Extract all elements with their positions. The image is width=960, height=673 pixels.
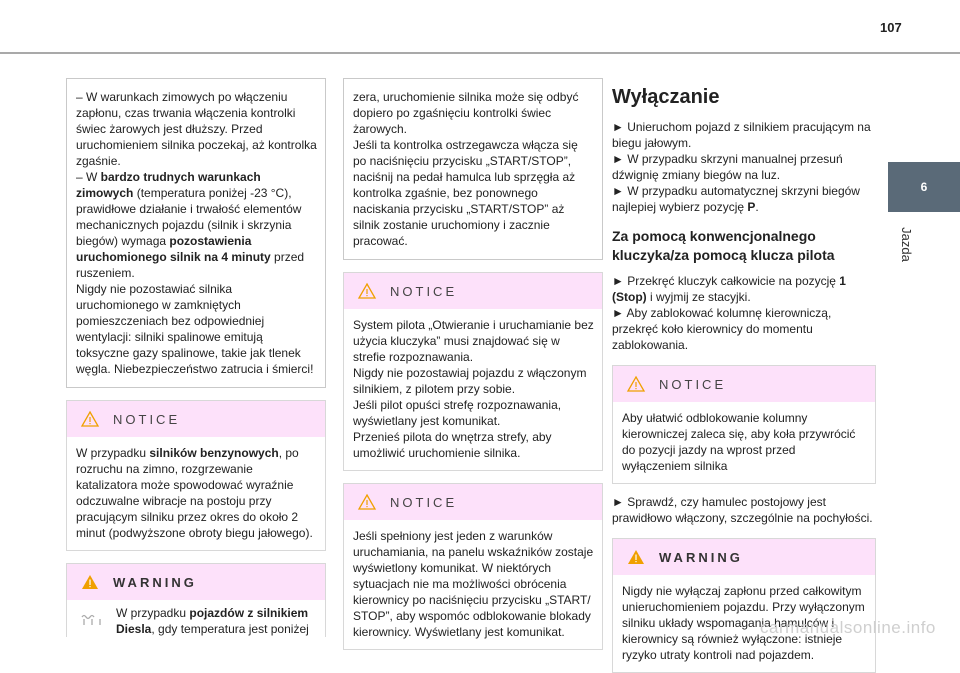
notice-line-3: Jeśli pilot opuści strefę rozpoznawania, wyświetlany jest komunikat.	[353, 398, 562, 428]
column-3	[612, 86, 876, 673]
continuation-box	[343, 78, 603, 260]
warning-box-ignition	[612, 538, 876, 673]
notice-text: W przypadku silników benzynowych, po rozruchu na zimno, rozgrzewanie katalizatora może spowodować wyraźnie odczuwalne wibracje na postoju przy pracującym silniku przez okres do około 2 minut (podwyższone obroty biegu jałowego).	[76, 446, 313, 540]
section-title: Wyłączanie	[612, 86, 720, 108]
notice-line-2: Nigdy nie pozostawiaj pojazdu z włączonym silnikiem, z pilotem przy sobie.	[353, 366, 587, 396]
warning-triangle-icon	[358, 283, 376, 299]
notice-box-remote	[343, 272, 603, 471]
intro-para-3: Nigdy nie pozostawiać silnika uruchomionego w zamkniętych pomieszczeniach bez odpowiedniej wentylacji: silniki spalinowe emitują toksyczne gazy spalinowe, takie jak tlenek węgla. Niebezpieczeństwo zatrucia i śmierci!	[76, 282, 314, 376]
step-2: ► W przypadku skrzyni manualnej przesuń dźwignię zmiany biegów na luz.	[612, 152, 843, 182]
notice-label: NOTICE	[659, 376, 727, 392]
notice-text: Jeśli spełniony jest jeden z warunków uruchamiania, na panelu wskaźników zostaje wyświetlony komunikat. W niektórych sytuacjach nie ma możliwości obrócenia kierownicy po naciśnięciu przycisku „START/ STOP”, aby wspomóc odblokowanie blokady kierownicy. Wyświetlany jest komunikat.	[353, 529, 594, 639]
chapter-label: Jazda	[898, 226, 914, 262]
glow-plug-icon	[80, 613, 104, 627]
header-rule	[0, 52, 960, 54]
cont-para-1: zera, uruchomienie silnika może się odbyć dopiero po zgaśnięciu kontrolki świec żarowych.	[353, 90, 579, 136]
warning-box	[66, 563, 326, 637]
warning-text: W przypadku pojazdów z silnikiem Diesla, gdy temperatura jest poniżej	[116, 606, 309, 636]
intro-para-1: – W warunkach zimowych po włączeniu zapłonu, czas trwania włączenia kontrolki świec żarowych jest dłuższy. Przed uruchomieniem silnika poczekaj, aż kontrolka zgaśnie.	[76, 90, 317, 168]
notice-box-conditions	[343, 483, 603, 650]
intro-para-2: – W bardzo trudnych warunkach zimowych (temperatura poniżej -23 °C), prawidłowe działanie i trwałość elementów mechanicznych pojazdu (silnik i skrzynia biegów) wymaga pozostawienia uruchomionego silnik na 4 minuty przed ruszeniem.	[76, 170, 305, 280]
page-number: 107	[880, 20, 902, 35]
step-1: ► Unieruchom pojazd z silnikiem pracującym na biegu jałowym.	[612, 120, 871, 150]
watermark: carmanualsonline.info	[760, 618, 936, 637]
warning-triangle-icon	[627, 376, 645, 392]
warning-triangle-icon	[358, 494, 376, 510]
notice-label: NOTICE	[390, 494, 458, 510]
warning-filled-icon	[81, 574, 99, 590]
notice-line-1: System pilota „Otwieranie i uruchamianie bez użycia kluczyka” musi znajdować się w strefie rozpoznawania.	[353, 318, 594, 364]
notice-line-4: Przenieś pilota do wnętrza strefy, aby umożliwić uruchomienie silnika.	[353, 430, 552, 460]
warning-label: WARNING	[113, 574, 197, 590]
warning-label: WARNING	[659, 549, 743, 565]
warning-triangle-icon	[81, 411, 99, 427]
column-2	[343, 78, 603, 650]
notice-box	[66, 400, 326, 551]
cont-para-2: Jeśli ta kontrolka ostrzegawcza włącza się po naciśnięciu przycisku „START/STOP”, naciśnij na pedał hamulca lub sprzęgła aż kontrolka zgaśnie, bez ponownego naciskania przycisku „START/STOP” aż silnik zostanie uruchomiony i zacznie pracować.	[353, 138, 578, 248]
notice-label: NOTICE	[390, 283, 458, 299]
subsection-title: Za pomocą konwencjonalnego kluczyka/za pomocą klucza pilota	[612, 228, 835, 263]
intro-box	[66, 78, 326, 388]
step-check: ► Sprawdź, czy hamulec postojowy jest prawidłowo włączony, szczególnie na pochyłości.	[612, 495, 873, 525]
step-4: ► Przekręć kluczyk całkowicie na pozycję 1 (Stop) i wyjmij ze stacyjki.	[612, 274, 846, 304]
notice-label: NOTICE	[113, 411, 181, 427]
warning-text: Nigdy nie wyłączaj zapłonu przed całkowitym unieruchomieniem pojazdu. Przy wyłączonym silniku układy wspomagania hamulców i kierownicy są również wyłączone: istnieje ryzyko utraty kontroli nad pojazdem.	[622, 584, 865, 662]
step-5: ► Aby zablokować kolumnę kierowniczą, przekręć koło kierownicy do momentu zablokowania.	[612, 306, 832, 352]
step-3: ► W przypadku automatycznej skrzyni biegów najlepiej wybierz pozycję P.	[612, 184, 860, 214]
column-1	[66, 78, 326, 637]
warning-filled-icon	[627, 549, 645, 565]
chapter-tab[interactable]: 6	[888, 162, 960, 212]
notice-text: Aby ułatwić odblokowanie kolumny kierowniczej zaleca się, aby koła przywrócić do pozycji jazdy na wprost przed wyłączeniem silnika	[622, 411, 856, 473]
notice-box-steering	[612, 365, 876, 484]
